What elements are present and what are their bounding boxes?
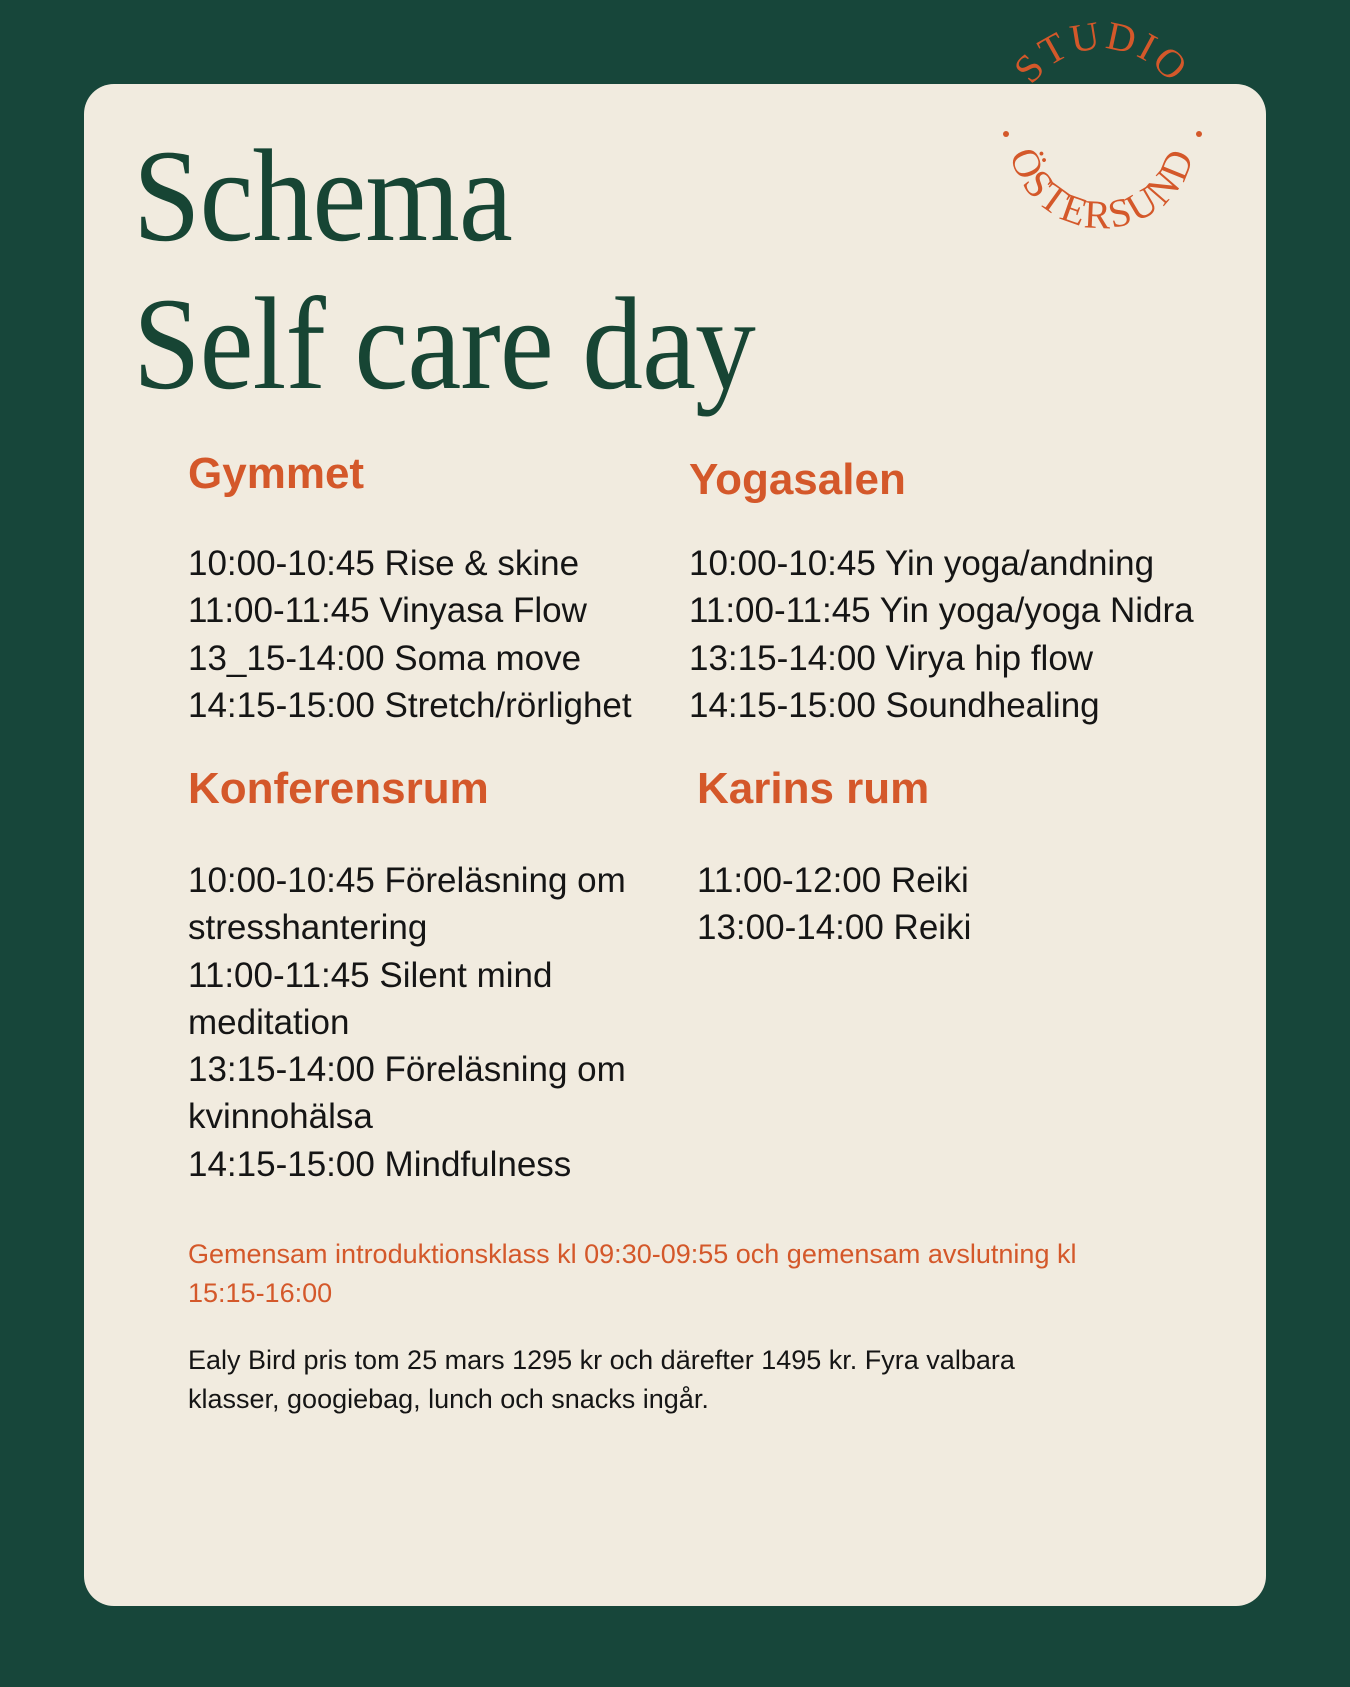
schedule-item: 13:00-14:00 Reiki bbox=[697, 908, 972, 948]
badge-separator-dot-right bbox=[1196, 131, 1202, 137]
schedule-item: 11:00-11:45 Vinyasa Flow bbox=[188, 591, 587, 631]
page-title-line2: Self care day bbox=[133, 270, 755, 417]
schedule-item: 14:15-15:00 Stretch/rörlighet bbox=[188, 685, 632, 725]
schedule-item: 10:00-10:45 Föreläsning om stresshantering bbox=[188, 861, 636, 948]
schedule-item: 11:00-12:00 Reiki bbox=[697, 861, 969, 900]
intro-note: Gemensam introduktionsklass kl 09:30-09:55 och gemensam avslutning kl 15:15-16:00 bbox=[188, 1239, 1077, 1308]
schedule-item: 11:00-11:45 Silent mind meditation bbox=[188, 955, 563, 1042]
page-title-line1: Schema bbox=[133, 122, 512, 269]
schedule-item: 14:15-15:00 Soundhealing bbox=[689, 685, 1100, 725]
schedule-item: 10:00-10:45 Yin yoga/andning bbox=[689, 544, 1155, 583]
section-gymmet bbox=[188, 449, 668, 729]
badge-separator-dot-left bbox=[1003, 131, 1009, 137]
section-heading: Karins rum bbox=[697, 764, 930, 813]
schedule-item: 13_15-14:00 Soma move bbox=[188, 638, 582, 678]
section-yogasalen bbox=[689, 455, 1249, 729]
badge-top-text: STUDIO bbox=[1004, 22, 1199, 92]
studio-ostersund-logo-badge bbox=[990, 22, 1215, 247]
section-heading: Konferensrum bbox=[188, 764, 489, 813]
schedule-item: 14:15-15:00 Mindfulness bbox=[188, 1144, 572, 1184]
schedule-item: 11:00-11:45 Yin yoga/yoga Nidra bbox=[689, 591, 1194, 631]
schedule-item: 10:00-10:45 Rise & skine bbox=[188, 544, 580, 583]
section-karins-rum bbox=[697, 764, 1197, 952]
schedule-item: 13:15-14:00 Virya hip flow bbox=[689, 638, 1094, 678]
price-note: Ealy Bird pris tom 25 mars 1295 kr och därefter 1495 kr. Fyra valbara klasser, googiebag, lunch och snacks ingår. bbox=[188, 1345, 1015, 1414]
schedule-item: 13:15-14:00 Föreläsning om kvinnohälsa bbox=[188, 1050, 636, 1137]
section-konferensrum bbox=[188, 764, 668, 1188]
section-heading: Yogasalen bbox=[689, 455, 906, 504]
section-heading: Gymmet bbox=[188, 449, 365, 498]
badge-bottom-text: ÖSTERSUND bbox=[1000, 141, 1204, 238]
